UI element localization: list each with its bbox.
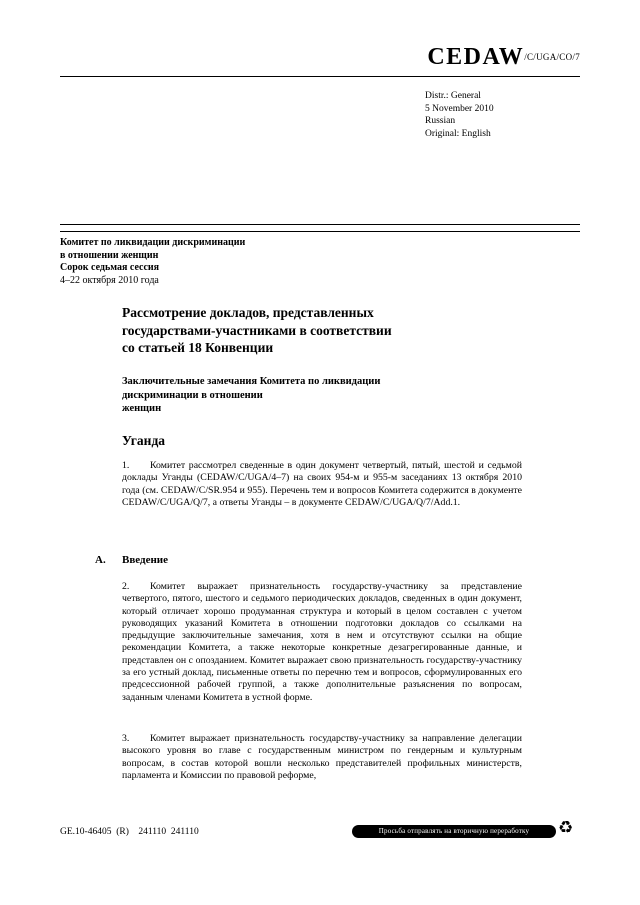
- paragraph-1-text: Комитет рассмотрел сведенные в один документ четвертый, пятый, шестой и седьмой доклады Уганды (CEDAW/C/UGA/4–7) на своих 954-м и 955-м заседаниях 13 октября 2010 года (см. CEDAW/C/SR.954 и 955). Перечень тем и вопросов Комитета содержится в документе CEDAW/C/UGA/Q/7, а ответы Уганды – в документе CEDAW/C/UGA/Q/7/Add.1.: [122, 460, 522, 508]
- paragraph-2-number: 2.: [122, 581, 130, 592]
- header-rule: [60, 76, 580, 77]
- distr-line-general: Distr.: General: [425, 91, 481, 101]
- document-title-line: Рассмотрение докладов, представленных: [122, 305, 374, 320]
- document-subtitle-line: Заключительные замечания Комитета по ликвидации: [122, 376, 381, 387]
- section-a-heading: [95, 554, 168, 566]
- separator-rule-top: [60, 224, 580, 225]
- section-a-label: A.: [95, 554, 106, 566]
- document-subtitle-line: женщин: [122, 403, 162, 414]
- footer-reference: GE.10-46405 (R) 241110 241110: [60, 827, 199, 837]
- document-symbol-suffix: /C/UGA/CO/7: [524, 52, 580, 62]
- distribution-block: [425, 90, 494, 140]
- paragraph-1: [122, 460, 522, 509]
- recycle-icon: ♻: [558, 818, 574, 837]
- committee-name-line1: Комитет по ликвидации дискриминации: [60, 237, 246, 248]
- paragraph-1-number: 1.: [122, 460, 130, 471]
- separator-rule-bottom: [60, 231, 580, 232]
- paragraph-3-number: 3.: [122, 733, 130, 744]
- document-title-line: со статьей 18 Конвенции: [122, 340, 274, 355]
- section-a-title: Введение: [122, 554, 169, 566]
- paragraph-2: [122, 581, 522, 704]
- committee-block: [60, 237, 245, 287]
- distr-line-language: Russian: [425, 116, 456, 126]
- document-title: [122, 304, 392, 357]
- recycle-notice: Просьба отправлять на вторичную переработку: [352, 825, 556, 838]
- paragraph-3: [122, 733, 522, 782]
- session-title: Сорок седьмая сессия: [60, 262, 160, 273]
- session-dates: 4–22 октября 2010 года: [60, 274, 159, 286]
- committee-name-line2: в отношении женщин: [60, 249, 159, 261]
- document-title-line: государствами-участниками в соответствии: [122, 322, 392, 338]
- document-symbol: [427, 44, 580, 71]
- document-symbol-main: CEDAW: [427, 44, 525, 70]
- country-heading: Уганда: [122, 433, 166, 448]
- document-subtitle-line: дискриминации в отношении: [122, 389, 263, 401]
- paragraph-3-text: Комитет выражает признательность государству-участнику за направление делегации высокого уровня во главе с государственным министром по гендерным и культурным вопросам, в состав которой вошли несколько представителей профильных министерств, парламента и Комиссии по правовой реформе,: [122, 733, 522, 781]
- distr-line-date: 5 November 2010: [425, 103, 494, 114]
- paragraph-2-text: Комитет выражает признательность государству-участнику за представление четвертого, пятого, шестого и седьмого периодических докладов, сведенных в один документ, который отличает хорошо продуманная структура и который в целом составлен с учетом руководящих указаний Комитета в отношении подготовки докладов со ссылками на предыдущие заключительные замечания, хотя в нем и отсутствуют ссылки на общие рекомендации Комитета, а также некоторые конкретные дезагрегированные данные, и представлен он с опозданием. Комитет выражает свою признательность государству-участнику за его устный доклад, письменные ответы по перечню тем и вопросов, сформулированных его предсессионной рабочей группой, а также дополнительные разъяснения по вопросам, заданным членами Комитета в устной форме.: [122, 581, 522, 703]
- document-subtitle: [122, 375, 380, 416]
- distr-line-original: Original: English: [425, 128, 491, 139]
